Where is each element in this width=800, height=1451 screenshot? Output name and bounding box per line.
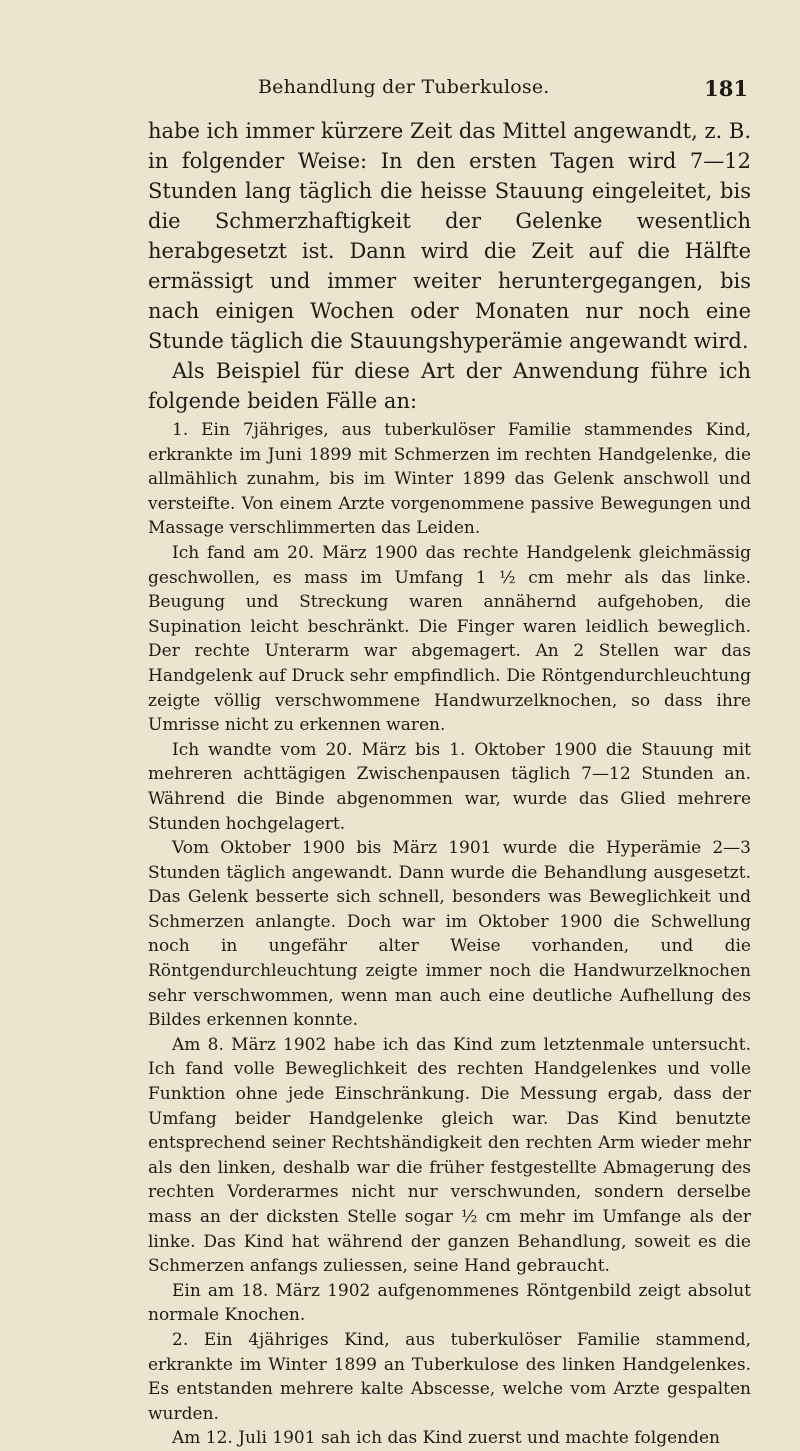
paragraph-examples-intro: Als Beispiel für diese Art der Anwendung führe ich folgende beiden Fälle an: [148,359,751,413]
page-number: 181 [704,76,748,101]
running-header [148,76,748,104]
case-1-xray: Ein am 18. März 1902 aufgenommenes Röntgenbild zeigt absolut normale Knochen. [148,1280,751,1326]
case-1-findings: Ich fand am 20. März 1900 das rechte Handgelenk gleichmässig geschwollen, es mass im Umfang 1 ½ cm mehr als das linke. Beugung und Streckung waren annähernd aufgehoben, die Supination leicht beschränkt. Die Finger waren leidlich beweglich. Der rechte Unterarm war abgemagert. An 2 Stellen war das Handgelenk auf Druck sehr empfindlich. Die Röntgendurchleuchtung zeigte völlig verschwommene Handwurzelknochen, so dass ihre Umrisse nicht zu erkennen waren. [148,542,751,736]
case-2-history: 2. Ein 4jähriges Kind, aus tuberkulöser Familie stammend, erkrankte im Winter 1899 an Tuberkulose des linken Handgelenkes. Es entstanden mehrere kalte Abscesse, welche vom Arzte gespalten wurden. [148,1329,751,1424]
page-body [148,116,751,1451]
case-1-treatment: Ich wandte vom 20. März bis 1. Oktober 1900 die Stauung mit mehreren achttägigen Zwischenpausen täglich 7—12 Stunden an. Während die Binde abgenommen war, wurde das Glied mehrere Stunden hochgelagert. [148,739,751,834]
paragraph-method: habe ich immer kürzere Zeit das Mittel angewandt, z. B. in folgender Weise: In den ersten Tagen wird 7—12 Stunden lang täglich die heisse Stauung eingeleitet, bis die Schmerzhaftigkeit der Gelenke wesentlich herabgesetzt ist. Dann wird die Zeit auf die Hälfte ermässigt und immer weiter heruntergegangen, bis nach einigen Wochen oder Monaten nur noch eine Stunde täglich die Stauungshyperämie angewandt wird. [148,119,751,353]
case-1-final-exam: Am 8. März 1902 habe ich das Kind zum letztenmale untersucht. Ich fand volle Beweglichkeit des rechten Handgelenkes und volle Funktion ohne jede Einschränkung. Die Messung ergab, dass der Umfang beider Handgelenke gleich war. Das Kind benutzte entsprechend seiner Rechtshändigkeit den rechten Arm wieder mehr als den linken, deshalb war die früher festgestellte Abmagerung des rechten Vorderarmes nicht nur verschwunden, sondern derselbe mass an der dicksten Stelle sogar ½ cm mehr im Umfange als der linke. Das Kind hat während der ganzen Behandlung, soweit es die Schmerzen anfangs zuliessen, seine Hand gebraucht. [148,1034,751,1277]
case-1-history: 1. Ein 7jähriges, aus tuberkulöser Familie stammendes Kind, erkrankte im Juni 1899 mit Schmerzen im rechten Handgelenke, die allmählich zunahm, bis im Winter 1899 das Gelenk anschwoll und versteifte. Von einem Arzte vorgenommene passive Bewegungen und Massage verschlimmerten das Leiden. [148,420,751,539]
case-2-first-visit: Am 12. Juli 1901 sah ich das Kind zuerst und machte folgenden [172,1428,720,1449]
case-1-progress: Vom Oktober 1900 bis März 1901 wurde die Hyperämie 2—3 Stunden täglich angewandt. Dann wurde die Behandlung ausgesetzt. Das Gelenk besserte sich schnell, besonders was Beweglichkeit und Schmerzen anlangte. Doch war im Oktober 1900 die Schwellung noch in ungefähr alter Weise vorhanden, und die Röntgendurchleuchtung zeigte immer noch die Handwurzelknochen sehr verschwommen, wenn man auch eine deutliche Aufhellung des Bildes erkennen konnte. [148,838,751,1031]
running-title: Behandlung der Tuberkulose. [258,76,550,98]
